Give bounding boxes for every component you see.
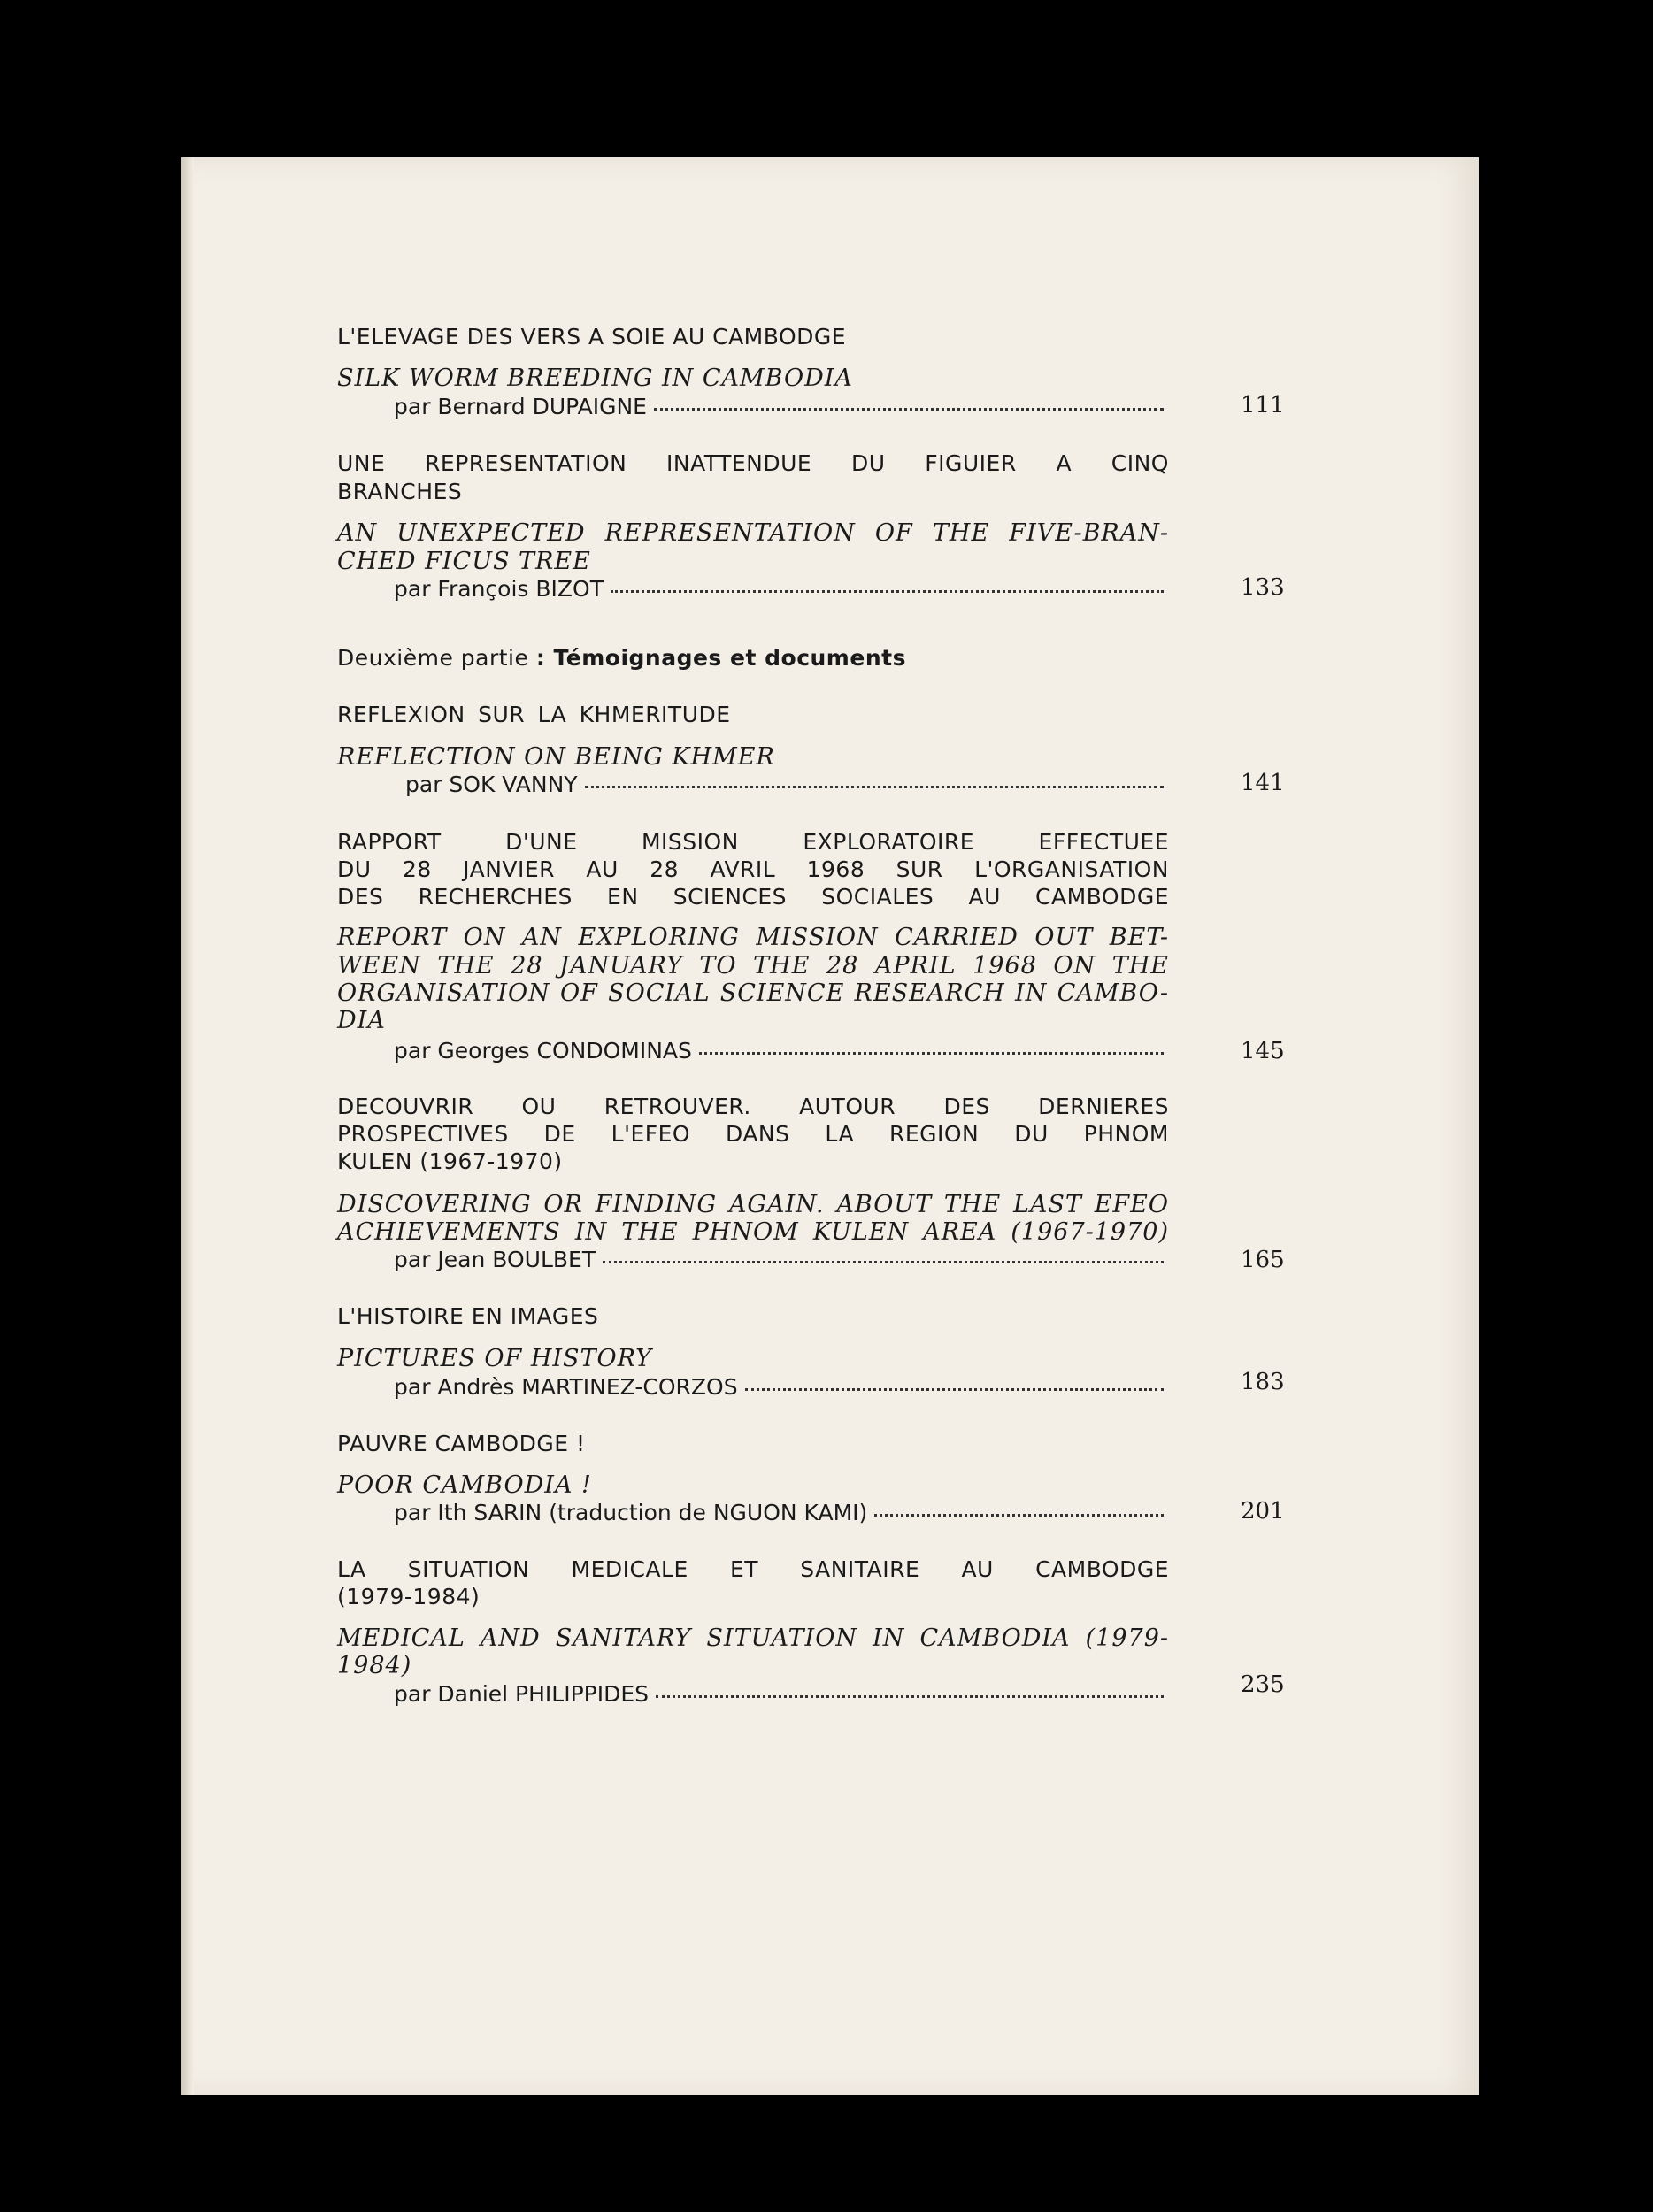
entry-author: par Jean BOULBET xyxy=(394,1247,596,1272)
entry-english-title: REPORT ON AN EXPLORING MISSION CARRIED OUT BET- xyxy=(337,924,1169,951)
entry-title: DECOUVRIR OU RETROUVER. AUTOUR DES DERNIERES xyxy=(337,1094,1169,1119)
entry-author: par Daniel PHILIPPIDES xyxy=(394,1681,650,1707)
entry-title: LA SITUATION MEDICALE ET SANITAIRE AU CAMBODGE xyxy=(337,1556,1169,1582)
entry-author: par SOK VANNY xyxy=(405,772,578,797)
entry-english-title: MEDICAL AND SANITARY SITUATION IN CAMBODIA (1979- xyxy=(337,1624,1169,1652)
dotted-leader xyxy=(656,1695,1164,1698)
entry-page-number: 133 xyxy=(1241,574,1285,601)
dotted-leader xyxy=(699,1052,1164,1055)
entry-title: (1979-1984) xyxy=(337,1584,481,1609)
entry-byline xyxy=(394,575,1167,603)
entry-author: par Andrès MARTINEZ-CORZOS xyxy=(394,1374,738,1400)
entry-byline xyxy=(394,1246,1167,1274)
entry-author: par Georges CONDOMINAS xyxy=(394,1038,692,1064)
entry-english-title: AN UNEXPECTED REPRESENTATION OF THE FIVE-BRAN- xyxy=(337,519,1169,547)
entry-author: par Ith SARIN (traduction de NGUON KAMI) xyxy=(394,1500,868,1525)
part-heading xyxy=(337,644,906,672)
part-prefix: Deuxième partie xyxy=(337,645,529,671)
entry-page-number: 201 xyxy=(1241,1498,1285,1525)
entry-title: PROSPECTIVES DE L'EFEO DANS LA REGION DU PHNOM xyxy=(337,1121,1169,1147)
entry-page-number: 145 xyxy=(1241,1038,1285,1064)
part-title: : Témoignages et documents xyxy=(535,645,906,671)
entry-english-title: ACHIEVEMENTS IN THE PHNOM KULEN AREA (1967-1970) xyxy=(337,1218,1169,1246)
entry-title: L'HISTOIRE EN IMAGES xyxy=(337,1303,599,1329)
entry-english-title: SILK WORM BREEDING IN CAMBODIA xyxy=(337,365,853,392)
entry-page-number: 235 xyxy=(1241,1671,1285,1698)
entry-title: BRANCHES xyxy=(337,479,463,504)
dotted-leader xyxy=(874,1514,1164,1517)
entry-byline xyxy=(394,1680,1167,1709)
dotted-leader xyxy=(603,1261,1164,1263)
entry-english-title: ORGANISATION OF SOCIAL SCIENCE RESEARCH IN CAMBO- xyxy=(337,979,1169,1007)
entry-title: PAUVRE CAMBODGE ! xyxy=(337,1431,586,1456)
entry-page-number: 111 xyxy=(1241,392,1285,419)
entry-english-title: REFLECTION ON BEING KHMER xyxy=(337,743,775,771)
entry-title: UNE REPRESENTATION INATTENDUE DU FIGUIER A CINQ xyxy=(337,450,1169,476)
entry-page-number: 183 xyxy=(1241,1369,1285,1395)
entry-english-title: WEEN THE 28 JANUARY TO THE 28 APRIL 1968 ON THE xyxy=(337,952,1169,979)
entry-title: DU 28 JANVIER AU 28 AVRIL 1968 SUR L'ORGANISATION xyxy=(337,856,1169,882)
entry-english-title: PICTURES OF HISTORY xyxy=(337,1345,652,1372)
page-spine xyxy=(181,157,194,2095)
dotted-leader xyxy=(745,1388,1164,1391)
entry-byline xyxy=(394,1037,1167,1065)
entry-title: KULEN (1967-1970) xyxy=(337,1148,563,1174)
entry-byline xyxy=(394,393,1167,421)
entry-byline xyxy=(405,771,1167,799)
entry-title: RAPPORT D'UNE MISSION EXPLORATOIRE EFFECTUEE xyxy=(337,829,1169,855)
entry-author: par Bernard DUPAIGNE xyxy=(394,394,647,419)
entry-byline xyxy=(394,1499,1167,1527)
entry-english-title: DISCOVERING OR FINDING AGAIN. ABOUT THE LAST EFEO xyxy=(337,1191,1169,1218)
entry-page-number: 141 xyxy=(1241,770,1285,796)
entry-english-title: CHED FICUS TREE xyxy=(337,548,591,575)
entry-english-title: 1984) xyxy=(337,1652,412,1679)
dotted-leader xyxy=(654,408,1164,411)
dotted-leader xyxy=(611,590,1164,593)
entry-author: par François BIZOT xyxy=(394,576,604,602)
entry-page-number: 165 xyxy=(1241,1247,1285,1273)
entry-english-title: POOR CAMBODIA ! xyxy=(337,1471,592,1499)
entry-title: L'ELEVAGE DES VERS A SOIE AU CAMBODGE xyxy=(337,324,847,349)
entry-title: DES RECHERCHES EN SCIENCES SOCIALES AU CAMBODGE xyxy=(337,884,1169,910)
entry-byline xyxy=(394,1373,1167,1402)
entry-title: REFLEXION SUR LA KHMERITUDE xyxy=(337,702,731,727)
entry-english-title: DIA xyxy=(337,1007,386,1034)
dotted-leader xyxy=(585,786,1164,788)
